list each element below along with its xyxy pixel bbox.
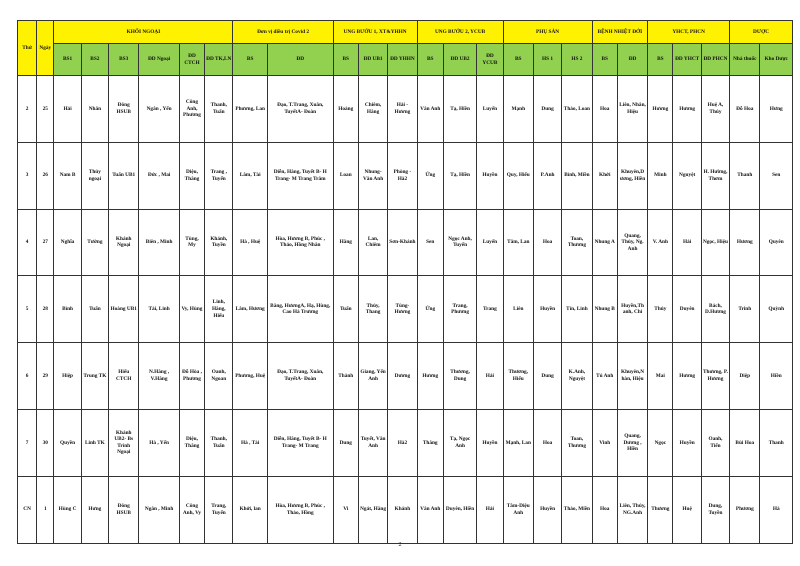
staff-cell: Trang — [477, 276, 503, 343]
staff-cell: Minh — [648, 142, 673, 209]
staff-cell: Phương, Huệ — [233, 343, 267, 410]
staff-cell: Dung — [533, 76, 561, 143]
staff-cell: Huyền — [533, 476, 561, 543]
staff-cell: Khởi, lan — [233, 476, 267, 543]
staff-cell: Khởi — [592, 142, 617, 209]
group-phu-san: PHỤ SẢN — [503, 21, 592, 44]
subheader-cell: BS — [503, 44, 533, 76]
staff-cell: Trang, Phương — [443, 276, 476, 343]
staff-cell: Hoa — [592, 476, 617, 543]
subheader-cell: ĐD CTCH — [179, 44, 204, 76]
subheader-cell: ĐD — [617, 44, 647, 76]
staff-cell: Tài, Linh — [139, 276, 179, 343]
staff-cell: Giang, Yến Anh — [358, 343, 387, 410]
staff-cell: Hải — [477, 476, 503, 543]
staff-cell: Loan — [333, 142, 358, 209]
subheader-cell: BS — [233, 44, 267, 76]
staff-cell: Hà , Tài — [233, 409, 267, 476]
subheader-cell: ĐD PHCN — [701, 44, 729, 76]
subheader-cell: BS1 — [54, 44, 81, 76]
staff-cell: Tuấn UB1 — [109, 142, 139, 209]
staff-cell: Quy, Hiếu — [503, 142, 533, 209]
staff-cell: Dung — [333, 409, 358, 476]
staff-cell: Mạnh — [503, 76, 533, 143]
staff-cell: Tín, Linh — [562, 276, 592, 343]
staff-cell: Trang , Tuyến — [205, 142, 233, 209]
table-row — [18, 476, 793, 543]
staff-cell: Quyên — [760, 209, 793, 276]
staff-cell: Thủy ngoại — [81, 142, 108, 209]
subheader-cell: BS3 — [109, 44, 139, 76]
subheader-cell: HS 2 — [562, 44, 592, 76]
table-row — [18, 76, 793, 143]
staff-cell: Thảo, Miền — [562, 476, 592, 543]
duty-schedule-table — [17, 20, 793, 544]
group-duoc: DƯỢC — [730, 21, 793, 44]
staff-cell: Toan, Thương — [562, 209, 592, 276]
staff-cell: Tùng-Hương — [388, 276, 417, 343]
staff-cell: Quỳnh — [760, 276, 793, 343]
date-cell: 27 — [37, 209, 54, 276]
staff-cell: Linh, Hằng, Hiếu — [205, 276, 233, 343]
staff-cell: Thắng — [417, 409, 443, 476]
staff-cell: Hải — [477, 343, 503, 410]
staff-cell: Liên, Nhân, Hiệu — [617, 76, 647, 143]
date-cell: 28 — [37, 276, 54, 343]
staff-cell: Tú Anh — [592, 343, 617, 410]
staff-cell: Ngọc — [648, 409, 673, 476]
staff-cell: Tâm, Lan — [503, 209, 533, 276]
staff-cell: Huyền — [477, 409, 503, 476]
table-row — [18, 209, 793, 276]
staff-cell: V. Anh — [648, 209, 673, 276]
staff-cell: Hoàng UB1 — [109, 276, 139, 343]
staff-cell: Nhân — [81, 76, 108, 143]
staff-cell: Công Anh, Phương — [179, 76, 204, 143]
staff-cell: K.Anh, Nguyệt — [562, 343, 592, 410]
staff-cell: Quyền — [54, 409, 81, 476]
staff-cell: Luyến — [477, 76, 503, 143]
staff-cell: Diễn, Hằng, Tuyết B- H Trang- M Trang — [267, 409, 333, 476]
subheader-cell: ĐD TK,LN — [205, 44, 233, 76]
staff-cell: Liên — [503, 276, 533, 343]
subheader-cell: ĐD — [267, 44, 333, 76]
day-of-week-cell: 6 — [18, 343, 37, 410]
staff-cell: Hương — [417, 343, 443, 410]
group-yhct-phcn: YHCT, PHCN — [648, 21, 730, 44]
subheader-cell: BS — [417, 44, 443, 76]
staff-cell: Sen — [760, 142, 793, 209]
staff-cell: Vân Anh — [417, 476, 443, 543]
subheader-cell: HS 1 — [533, 44, 561, 76]
staff-cell: Nguyệt — [673, 142, 701, 209]
staff-cell: Liên, Thủy, NG.Anh — [617, 476, 647, 543]
schedule-body — [18, 76, 793, 544]
group-covid-2: Đơn vị điều trị Covid 2 — [233, 21, 333, 44]
staff-cell: Vy, Hùng — [179, 276, 204, 343]
subheader-cell: Kho Dược — [760, 44, 793, 76]
staff-cell: Đông HSUB — [109, 76, 139, 143]
staff-cell: Huệ — [673, 476, 701, 543]
staff-cell: Sen — [417, 209, 443, 276]
staff-cell: Ứng — [417, 276, 443, 343]
staff-cell: Trung TK — [81, 343, 108, 410]
table-row — [18, 142, 793, 209]
staff-cell: Lâm, Tài — [233, 142, 267, 209]
staff-cell: Luyến — [477, 209, 503, 276]
staff-cell: Phòng - Hà2 — [388, 142, 417, 209]
day-of-week-cell: 3 — [18, 142, 37, 209]
staff-cell: Nghĩa — [54, 209, 81, 276]
staff-cell: Huyền — [673, 409, 701, 476]
staff-cell: Lan, Chiêm — [358, 209, 387, 276]
staff-cell: Linh TK — [81, 409, 108, 476]
staff-cell: Đỗ Hòa , Phương — [179, 343, 204, 410]
staff-cell: Hương — [730, 209, 760, 276]
staff-cell: P.Anh — [533, 142, 561, 209]
staff-cell: Nhung B — [592, 276, 617, 343]
group-header-row — [18, 21, 793, 44]
date-cell: 30 — [37, 409, 54, 476]
staff-cell: Diễn, Hằng, Tuyết B- H Trang- M Trang Trâm — [267, 142, 333, 209]
subheader-cell: ĐD YHHN — [388, 44, 417, 76]
subheader-cell: BS — [648, 44, 673, 76]
staff-cell: Bùi Hoa — [730, 409, 760, 476]
staff-cell: Thanh — [760, 409, 793, 476]
staff-cell: Ứng — [417, 142, 443, 209]
staff-cell: Trang, Tuyến — [205, 476, 233, 543]
staff-cell: Diệu, Thắng — [179, 142, 204, 209]
staff-cell: Hòa, Hương B, Phúc , Thảo, Hồng — [267, 476, 333, 543]
staff-cell: Hoàng — [333, 76, 358, 143]
staff-cell: Ngân , Yến — [139, 76, 179, 143]
staff-cell: Hùng C — [54, 476, 81, 543]
staff-cell: Duyên, Hiền — [443, 476, 476, 543]
staff-cell: Bình, Miền — [562, 142, 592, 209]
staff-cell: Thanh — [730, 142, 760, 209]
staff-cell: H. Hường, Thơm — [701, 142, 729, 209]
staff-cell: Hương — [648, 76, 673, 143]
staff-cell: Hoa — [533, 209, 561, 276]
staff-cell: Dương — [388, 343, 417, 410]
staff-cell: Hòa, Hương B, Phúc , Thảo, Hồng Nhân — [267, 209, 333, 276]
staff-cell: Mai — [648, 343, 673, 410]
staff-cell: Bách, D.Hương — [701, 276, 729, 343]
group-ung-buou-2: UNG BƯỚU 2, YCUB — [417, 21, 503, 44]
staff-cell: Trinh — [730, 276, 760, 343]
date-cell: 1 — [37, 476, 54, 543]
staff-cell: Phương, Lan — [233, 76, 267, 143]
staff-cell: N.Hằng , V.Hằng — [139, 343, 179, 410]
day-of-week-cell: 7 — [18, 409, 37, 476]
subheader-cell: ĐD UB1 — [358, 44, 387, 76]
staff-cell: Duyên — [673, 276, 701, 343]
day-of-week-cell: CN — [18, 476, 37, 543]
date-cell: 25 — [37, 76, 54, 143]
date-cell: 26 — [37, 142, 54, 209]
staff-cell: Quang, Thủy, Ng. Anh — [617, 209, 647, 276]
staff-cell: Đạo, T.Trang, Xuân, TuyếtA- Đoàn — [267, 343, 333, 410]
subheader-cell: BS2 — [81, 44, 108, 76]
staff-cell: Hiệp — [54, 343, 81, 410]
staff-cell: Hoa — [592, 76, 617, 143]
staff-cell: Ngọc Anh, Tuyến — [443, 209, 476, 276]
staff-cell: Hà , Yến — [139, 409, 179, 476]
staff-cell: Bình — [54, 276, 81, 343]
staff-cell: Tâm-Diệu Anh — [503, 476, 533, 543]
staff-cell: Ngọc, Hiệu — [701, 209, 729, 276]
staff-cell: Thủy — [648, 276, 673, 343]
staff-cell: Huệ A, Thủy — [701, 76, 729, 143]
staff-cell: Thương, Hiếu — [503, 343, 533, 410]
table-row — [18, 276, 793, 343]
staff-cell: Chiêm, Hằng — [358, 76, 387, 143]
staff-cell: Tuấn — [81, 276, 108, 343]
staff-cell: Dung — [533, 343, 561, 410]
staff-cell: Tuấn — [333, 276, 358, 343]
staff-cell: Khánh Ngoại — [109, 209, 139, 276]
staff-cell: Khuyên,N hàn, Hiệu — [617, 343, 647, 410]
staff-cell: Hoa — [533, 409, 561, 476]
staff-cell: Tuyết, Vân Anh — [358, 409, 387, 476]
group-khoi-ngoai: KHỐI NGOẠI — [54, 21, 233, 44]
staff-cell: Bằng, HươngA, Hạ, Hùng, Cao Hà Trương — [267, 276, 333, 343]
day-of-week-cell: 5 — [18, 276, 37, 343]
staff-cell: Diệu, Thắng — [179, 409, 204, 476]
staff-cell: Hưng — [760, 76, 793, 143]
staff-cell: Vân Anh — [417, 76, 443, 143]
staff-cell: Thảo, Loan — [562, 76, 592, 143]
subheader-cell: ĐD YHCT — [673, 44, 701, 76]
staff-cell: Tường — [81, 209, 108, 276]
staff-cell: Huyền — [477, 142, 503, 209]
subheader-row — [18, 44, 793, 76]
staff-cell: Vinh — [592, 409, 617, 476]
subheader-cell: ĐD UB2 — [443, 44, 476, 76]
staff-cell: Mạnh, Lan — [503, 409, 533, 476]
header-ngay: Ngày — [37, 21, 54, 76]
staff-cell: Huyền,Th anh, Chi — [617, 276, 647, 343]
staff-cell: Vi — [333, 476, 358, 543]
staff-cell: Sơn-Khánh — [388, 209, 417, 276]
staff-cell: Đạo, T.Trang, Xuân, TuyếtA- Đoàn — [267, 76, 333, 143]
table-row — [18, 343, 793, 410]
staff-cell: Hà — [760, 476, 793, 543]
staff-cell: Oanh, Tiến — [701, 409, 729, 476]
staff-cell: Thành — [333, 343, 358, 410]
staff-cell: Thương, Dung — [443, 343, 476, 410]
staff-cell: Tạ, Ngọc Anh — [443, 409, 476, 476]
group-benh-nhiet-doi: BỆNH NHIỆT ĐỚI — [592, 21, 648, 44]
staff-cell: Huyền — [533, 276, 561, 343]
staff-cell: Tạ, Hiền — [443, 76, 476, 143]
staff-cell: Hải — [54, 76, 81, 143]
staff-cell: Phương — [730, 476, 760, 543]
staff-cell: Hiền — [760, 343, 793, 410]
date-cell: 29 — [37, 343, 54, 410]
staff-cell: Nam B — [54, 142, 81, 209]
staff-cell: Thanh, Tuấn — [205, 409, 233, 476]
staff-cell: Khánh UB2- Bs Trình Ngoại — [109, 409, 139, 476]
staff-cell: Hưng — [81, 476, 108, 543]
staff-cell: Tùng, My — [179, 209, 204, 276]
staff-cell: Ngát, Hằng — [358, 476, 387, 543]
staff-cell: Khuyên,D ương, Hiền — [617, 142, 647, 209]
staff-cell: Ngân , Minh — [139, 476, 179, 543]
staff-cell: Khánh — [388, 476, 417, 543]
staff-cell: Đức , Mai — [139, 142, 179, 209]
staff-cell: Thủy, Thang — [358, 276, 387, 343]
staff-cell: Thương — [648, 476, 673, 543]
staff-cell: Quang, Dương , Hiền — [617, 409, 647, 476]
staff-cell: Nhung A — [592, 209, 617, 276]
subheader-cell: Nhà thuốc — [730, 44, 760, 76]
subheader-cell: BS — [592, 44, 617, 76]
staff-cell: Hằng — [333, 209, 358, 276]
staff-cell: Dung, Tuyền — [701, 476, 729, 543]
staff-cell: Hải - Hương — [388, 76, 417, 143]
staff-cell: Tạ, Hiền — [443, 142, 476, 209]
staff-cell: Hương — [673, 343, 701, 410]
staff-cell: Thương, P. Hương — [701, 343, 729, 410]
staff-cell: Đông HSUB — [109, 476, 139, 543]
staff-cell: Hà , Huệ — [233, 209, 267, 276]
day-of-week-cell: 2 — [18, 76, 37, 143]
staff-cell: Lâm, Hương — [233, 276, 267, 343]
header-thu: Thứ — [18, 21, 37, 76]
staff-cell: Nhung-Vân Anh — [358, 142, 387, 209]
staff-cell: Công Anh, Vy — [179, 476, 204, 543]
subheader-cell: ĐD YCUB — [477, 44, 503, 76]
staff-cell: Thanh, Tuấn — [205, 76, 233, 143]
staff-cell: Đỗ Hoa — [730, 76, 760, 143]
subheader-cell: ĐD Ngoại — [139, 44, 179, 76]
staff-cell: Hiếu CTCH — [109, 343, 139, 410]
staff-cell: Hải — [673, 209, 701, 276]
staff-cell: Khánh, Tuyền — [205, 209, 233, 276]
group-ung-buou-1: UNG BƯỚU 1, XT&YHHN — [333, 21, 417, 44]
staff-cell: Hương — [673, 76, 701, 143]
subheader-cell: BS — [333, 44, 358, 76]
staff-cell: Toan, Thương — [562, 409, 592, 476]
staff-cell: Biên , Minh — [139, 209, 179, 276]
day-of-week-cell: 4 — [18, 209, 37, 276]
staff-cell: Oanh, Ngoan — [205, 343, 233, 410]
page-number: 2 — [398, 542, 402, 548]
staff-cell: Diệp — [730, 343, 760, 410]
table-row — [18, 409, 793, 476]
staff-cell: Hà2 — [388, 409, 417, 476]
